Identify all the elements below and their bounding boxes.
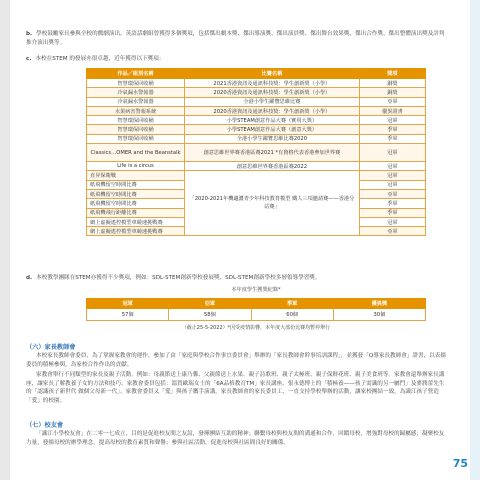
- header-cell: 獎項: [359, 69, 425, 79]
- section-heading-pta: （六）家長教師會: [26, 344, 76, 351]
- table-cell: 紙飛機留空時間比賽: [87, 189, 185, 198]
- table-cell: 季軍: [359, 134, 425, 143]
- right-margin-bar: [470, 0, 480, 480]
- paragraph-b-text: 學校鼓勵家長參與全校的戲劇演出，英語話劇組曾獲得多個獎項，包括傑出劇本獎、傑出導演獎、傑出演員獎、傑出舞台效果獎、傑出合作獎、傑出整體演出獎及評判推介演出獎等。: [26, 31, 445, 46]
- student-awards-table-title: 本年度學生獲獎紀錄*: [231, 287, 281, 293]
- table-row: [87, 162, 426, 171]
- table-header-row: [87, 69, 426, 79]
- table-cell: Life is a circus: [87, 162, 185, 171]
- table-cell: 冠軍: [359, 116, 425, 125]
- table-cell: 亞軍: [359, 227, 425, 236]
- table-row: [87, 116, 426, 125]
- table-cell: 網上虛擬遙控模型車競速挑戰賽: [87, 227, 185, 236]
- header-cell: 亞軍: [169, 299, 251, 309]
- paragraph-c-text: 本校在STEM 的發展亦很卓越，近年獲得以下獎項：: [35, 56, 165, 62]
- table-cell: 季軍: [359, 125, 425, 134]
- table-cell: 冠軍: [359, 217, 425, 226]
- table-row: [87, 97, 426, 106]
- table-cell: Classics…OMER and the Beanstalk: [87, 144, 185, 162]
- paragraph-d-text: 本校教學團隊在STEM亦獲得不少獎項，例如：SDL-STEM創新學校發展獎、SDL-STEM創新學校多層領導學習獎。: [36, 275, 321, 281]
- pta-paragraph-2: 家教會舉行不同類型的家長及親子活動，例如：母親節送上康乃馨、父親節送上水果、親子詩歌班、親子太極班、親子保鮮花班、親子美食班等。家教會還舉辦家長講座，讓家長了解教養子女的方法和技巧。家教會委員包括：溫賀歐瑞女士的「6A品格教育TM」家長講座、張永德博士的「積極養——孩子需識的另一屬門」及麥潤蕾先生的「認識孩子新世代 做個父母新一代」。家教會委員又「愛」與孩子攜手演講，家長教師會的家長委員工，一直支持學校舉辦的活動，讓家校團結一致，為識江孩子營造「愛」的校園。: [26, 372, 445, 404]
- page-number: 75: [452, 457, 468, 470]
- table-cell: 水果病害警報系統: [87, 106, 185, 115]
- table-header-row: [87, 299, 426, 309]
- table-cell: 57個: [87, 309, 169, 321]
- table-cell: 60個: [251, 309, 333, 321]
- table-cell: 冠軍: [359, 180, 425, 189]
- table-cell: 全港小學生躍覽思維比賽2020: [185, 134, 360, 143]
- student-awards-note: （截止25-5-2022）*因受疫情影響，本年度大部份比賽均暫停舉行: [181, 325, 331, 331]
- header-cell: 季軍: [251, 299, 333, 309]
- header-cell: 冠軍: [87, 299, 169, 309]
- paragraph-b: [26, 30, 446, 47]
- table-cell: 網上虛擬遙控模型車競速挑戰賽: [87, 217, 185, 226]
- table-cell: 紙飛機飛行距離比賽: [87, 208, 185, 217]
- item-label-b: b.: [26, 31, 33, 37]
- table-row: [87, 309, 426, 321]
- item-label-c: c.: [26, 56, 32, 62]
- table-row: [87, 134, 426, 143]
- table-cell: 優異證書: [359, 106, 425, 115]
- table-cell: 冠軍: [359, 162, 425, 171]
- table-cell: 智慧環保回收桶: [87, 116, 185, 125]
- student-awards-table: [86, 298, 426, 321]
- table-cell: 30個: [333, 309, 425, 321]
- table-cell: 銅獎: [359, 88, 425, 97]
- table-row: [87, 79, 426, 88]
- merged-event-cell: 「2020-2021年機適濃青少年科技教育模型 鐵人三項邀請賽——香港分站賽」: [185, 171, 360, 236]
- table-row: [87, 88, 426, 97]
- table-cell: 冷氣漏水警報器: [87, 88, 185, 97]
- table-row: [87, 106, 426, 115]
- paragraph-d: [26, 274, 446, 283]
- table-cell: 智慧環保回收桶: [87, 134, 185, 143]
- table-cell: 季軍: [359, 208, 425, 217]
- header-cell: 比賽名稱: [185, 69, 360, 79]
- table-cell: 2020香港資訊及通訊科技獎：學生創新獎（小學）: [185, 88, 360, 97]
- table-cell: 冷氣漏水警報器: [87, 97, 185, 106]
- table-cell: 紙飛機留空時間比賽: [87, 180, 185, 189]
- table-cell: 亞軍: [359, 97, 425, 106]
- table-cell: 小學STEAM創意作品大賽（創意大獎）: [185, 125, 360, 134]
- table-cell: 2020香港資訊及通訊科技獎：學生創新獎（小學）: [185, 106, 360, 115]
- table-cell: 冠軍: [359, 171, 425, 180]
- table-cell: 紙飛機留空時間比賽: [87, 199, 185, 208]
- left-margin-bar: [0, 0, 10, 480]
- table-row: [87, 125, 426, 134]
- table-cell: 季軍: [359, 199, 425, 208]
- header-cell: 優異獎: [333, 299, 425, 309]
- table-cell: 全港小學生躍覽思維比賽: [185, 97, 360, 106]
- paragraph-c: [26, 55, 446, 64]
- table-cell: 冠軍: [359, 144, 425, 162]
- alumni-paragraph: 「識江小學校友會」在二零一七成立，目的是促進校友間之友誼，發揮團結互助的精神；聯繫母校與校友間的溝通和合作，回饋母校，增強對母校的歸屬感；凝聚校友力量，發揚母校的辦學理念，提高母校的教育素質和聲譽；參與社區活動，促進母校與社區間良好的關係。: [26, 431, 445, 446]
- table-cell: 58個: [169, 309, 251, 321]
- table-cell: 直昇保衛戰: [87, 171, 185, 180]
- table-cell: 創意思維世界賽香港區賽2021 *有資格代表香港參加世界賽: [185, 144, 360, 162]
- table-row: [87, 171, 426, 180]
- stem-awards-table: [86, 68, 426, 236]
- table-cell: 2021香港資訊及通訊科技獎：學生創新獎（小學）: [185, 79, 360, 88]
- table-cell: 亞軍: [359, 189, 425, 198]
- item-label-d: d.: [26, 275, 33, 281]
- table-cell: 小學STEAM創意作品大賽（實用大獎）: [185, 116, 360, 125]
- header-cell: 作品／組別名稱: [87, 69, 185, 79]
- section-heading-alumni: （七）校友會: [26, 422, 64, 429]
- table-cell: 銅獎: [359, 79, 425, 88]
- pta-paragraph-1: 本校家長教師會委員，為了掌握家教會的運作，參加了由「家庭與學校合作事宜委員會」舉辦的「家長教師會幹事培訓課程」，並獲發「Q導家長教師會」證書，以表揚委員的積極參與，為家校合作作出的貢獻。: [26, 353, 446, 368]
- table-cell: 智慧環保回收桶: [87, 125, 185, 134]
- table-row: [87, 144, 426, 162]
- table-cell: 創意思維世界賽香港區賽2022: [185, 162, 360, 171]
- table-cell: 智慧環保回收桶: [87, 79, 185, 88]
